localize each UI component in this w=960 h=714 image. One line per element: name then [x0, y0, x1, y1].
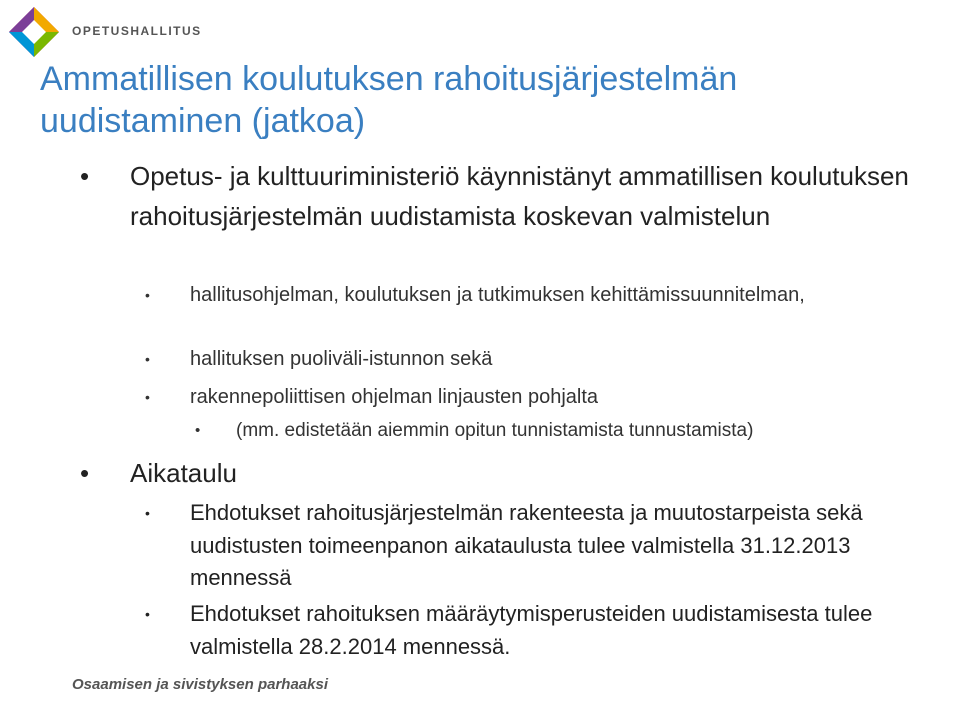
- bullet-marker: •: [80, 161, 90, 191]
- sub-bullet-structure-proposals: Ehdotukset rahoitusjärjestelmän rakenteesta ja muutostarpeista sekä uudistusten toimeenpanon aikataulusta tulee valmistella 31.12.2013 mennessä: [190, 500, 863, 590]
- sub-bullet-government-programme: hallitusohjelman, koulutuksen ja tutkimuksen kehittämissuunnitelman,: [190, 284, 805, 306]
- bullet-ministry-preparation: Opetus- ja kulttuuriministeriö käynnistänyt ammatillisen koulutuksen rahoitusjärjestelmän uudistamista koskevan valmistelun: [130, 161, 909, 231]
- sub-bullet-marker: •: [145, 389, 150, 405]
- sub-bullet-marker: •: [145, 606, 150, 622]
- sub-sub-bullet-marker: •: [195, 422, 201, 439]
- sub-bullet-structural-policy: rakennepoliittisen ohjelman linjausten pohjalta: [190, 386, 599, 408]
- bullet-marker: •: [80, 458, 90, 488]
- sub-sub-bullet-prior-learning: (mm. edistetään aiemmin opitun tunnistamista tunnustamista): [236, 420, 754, 441]
- sub-bullet-funding-criteria: Ehdotukset rahoituksen määräytymisperusteiden uudistamisesta tulee valmistella 28.2.2014 mennessä.: [190, 601, 873, 659]
- sub-bullet-marker: •: [145, 351, 150, 367]
- footer-tagline: Osaamisen ja sivistyksen parhaaksi: [72, 676, 328, 693]
- opetushallitus-logo-icon: [8, 6, 60, 58]
- org-name: OPETUSHALLITUS: [72, 24, 202, 38]
- sub-bullet-marker: •: [145, 287, 150, 303]
- sub-bullet-marker: •: [145, 505, 150, 521]
- bullet-schedule: Aikataulu: [130, 458, 237, 488]
- sub-bullet-midterm-session: hallituksen puoliväli-istunnon sekä: [190, 348, 493, 370]
- slide-title: Ammatillisen koulutuksen rahoitusjärjestelmän uudistaminen (jatkoa): [40, 60, 738, 140]
